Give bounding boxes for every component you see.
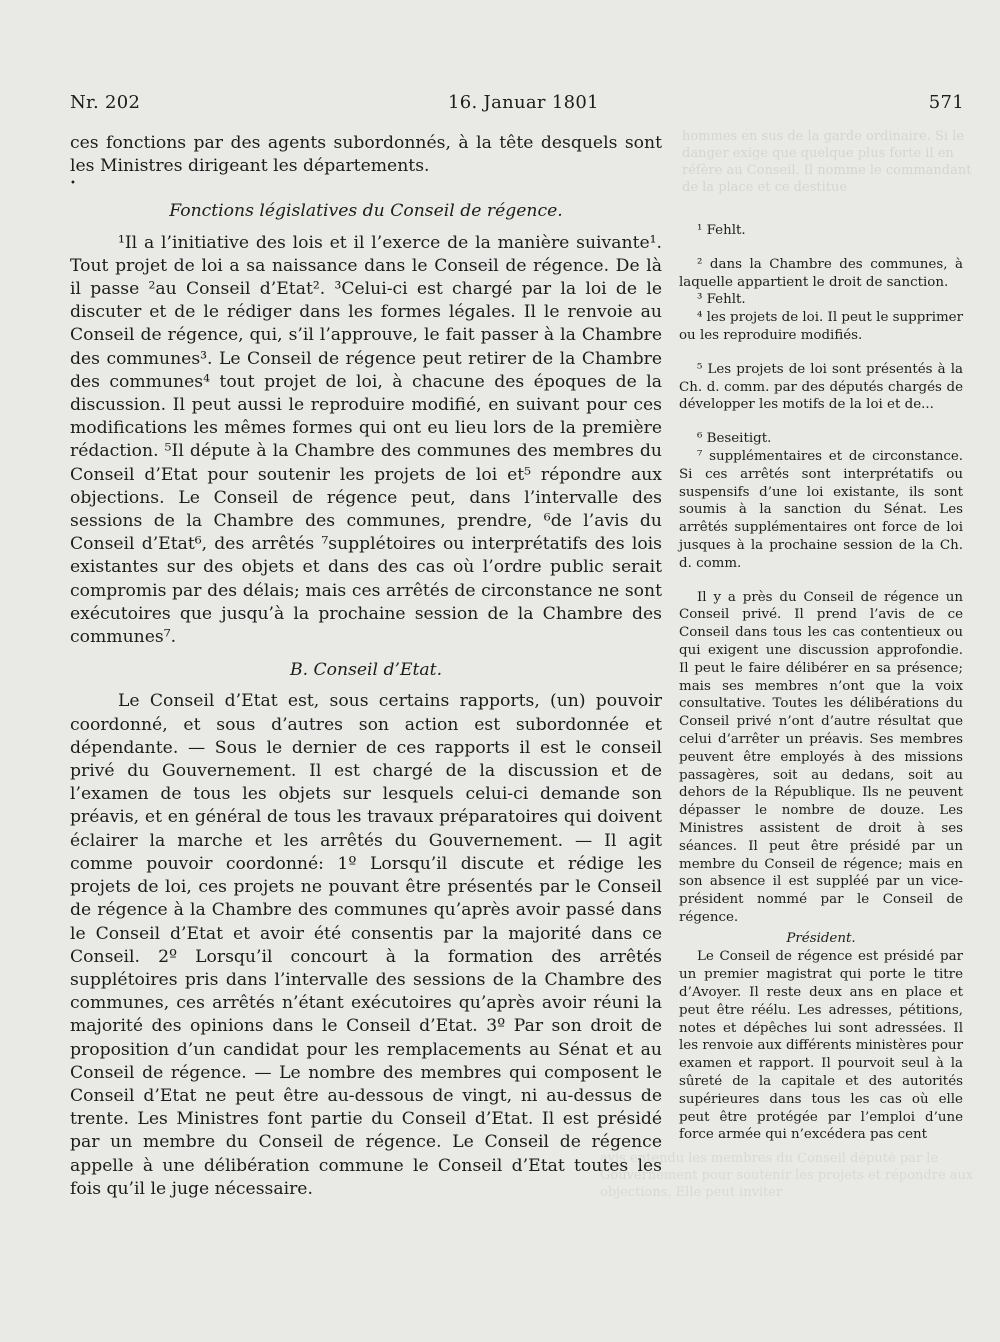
main-paragraph-1: ces fonctions par des agents subordonnés, à la tête desquels sont les Ministres dirigeant les départements. bbox=[70, 133, 662, 177]
side-heading-president: Président. bbox=[786, 930, 856, 946]
footnote-5: ⁵ Les projets de loi sont présentés à la Ch. d. comm. par des députés chargés de développer les motifs de la loi et de... bbox=[679, 361, 963, 413]
page-number: 571 bbox=[928, 92, 964, 113]
bullet-mark: • bbox=[70, 178, 76, 190]
main-column bbox=[70, 132, 662, 1201]
document-number: Nr. 202 bbox=[70, 92, 141, 113]
bleed-through-text-top: hommes en sus de la garde ordinaire. Si le danger exige que quelque plus forte il en réfère au Conseil. Il nomme le commandant de la place et ce destitue bbox=[682, 129, 972, 195]
footnote-4: ⁴ les projets de loi. Il peut le supprimer ou les reproduire modifiés. bbox=[679, 310, 963, 343]
footnote-7: ⁷ supplémentaires et de circonstance. Si ces arrêtés sont interprétatifs ou suspensifs d’une loi existante, ils sont soumis à la sanction du Sénat. Les arrêtés supplémentaires ont force de loi jusques à la prochaine session de la Ch. d. comm. bbox=[679, 448, 963, 571]
side-paragraph-conseil-prive: Il y a près du Conseil de régence un Conseil privé. Il prend l’avis de ce Conseil dans tous les cas contentieux ou qui exigent une discussion approfondie. Il peut le faire délibérer en sa présence; mais ses membres n’ont que la voix consultative. Toutes les délibérations du Conseil privé n’ont d’autre résultat que celui d’arrêter un préavis. Ses membres peuvent être employés à des missions passagères, soit au dedans, soit au dehors de la République. Ils ne peuvent dépasser le nombre de douze. Les Ministres assistent de droit à ses séances. Il peut être présidé par un membre du Conseil de régence; mais en son absence il est suppléé par un vice-président nommé par le Conseil de régence. bbox=[679, 589, 963, 925]
footnote-3: ³ Fehlt. bbox=[697, 292, 746, 308]
section-heading-legislative: Fonctions législatives du Conseil de régence. bbox=[169, 201, 563, 222]
section-heading-conseil-etat: B. Conseil d’Etat. bbox=[289, 660, 443, 681]
side-paragraph-president: Le Conseil de régence est présidé par un premier magistrat qui porte le titre d’Avoyer. Il reste deux ans en place et peut être réélu. Les adresses, pétitions, notes et dépêches lui sont adressées. Il les renvoie aux différents ministères pour examen et rapport. Il pourvoit seul à la sûreté de la capitale et des autorités supérieures dans tous les cas où elle peut être protégée par l’emploi d’une force armée qui n’excédera pas cent bbox=[679, 949, 963, 1143]
document-date: 16. Januar 1801 bbox=[448, 92, 599, 113]
footnote-6: ⁶ Beseitigt. bbox=[697, 431, 772, 447]
main-paragraph-2: ¹Il a l’initiative des lois et il l’exerce de la manière suivante¹. Tout projet de loi a sa naissance dans le Conseil de régence. De là il passe ²au Conseil d’Etat². ³Celui-ci est chargé par la loi de le discuter et de le rédiger dans les formes légales. Il le renvoie au Conseil de régence, qui, s’il l’approuve, le fait passer à la Chambre des communes³. Le Conseil de régence peut retirer de la Chambre des communes⁴ tout projet de loi, à chacune des époques de la discussion. Il peut aussi le reproduire modifié, en suivant pour ces modifications les mêmes formes qui ont eu lieu lors de la première rédaction. ⁵Il députe à la Chambre des communes des membres du Conseil d’Etat pour soutenir les projets de loi et⁵ répondre aux objections. Le Conseil de régence peut, dans l’intervalle des sessions de la Chambre des communes, prendre, ⁶de l’avis du Conseil d’Etat⁶, des arrêtés ⁷supplétoires ou interprétatifs des lois existantes sur des objets et dans des cas où l’ordre public serait compromis par des délais; mais ces arrêtés de circonstance ne sont exécutoires que jusqu’à la prochaine session de la Chambre des communes⁷. bbox=[70, 232, 662, 648]
side-column bbox=[679, 222, 963, 1144]
footnote-2: ² dans la Chambre des communes, à laquelle appartient le droit de sanction. bbox=[679, 256, 963, 290]
footnote-1: ¹ Fehlt. bbox=[697, 223, 746, 238]
bleed-through-text-bottom: avis entendu les membres du Conseil député par le Gouvernement pour soutenir les projets et répondre aux objections. Elle peut inviter bbox=[600, 1151, 974, 1200]
main-paragraph-3: Le Conseil d’Etat est, sous certains rapports, (un) pouvoir coordonné, et sous d’autres son action est subordonnée et dépendante. — Sous le dernier de ces rapports il est le conseil privé du Gouvernement. Il est chargé de la discussion et de l’examen de tous les objets sur lesquels celui-ci demande son préavis, et en général de tous les travaux préparatoires qui doivent éclairer la marche et les arrêtés du Gouvernement. — Il agit comme pouvoir coordonné: 1º Lorsqu’il discute et rédige les projets de loi, ces projets ne pouvant être présentés par le Conseil de régence à la Chambre des communes qu’après avoir passé dans le Conseil d’Etat et avoir été consentis par la majorité dans ce Conseil. 2º Lorsqu’il concourt à la formation des arrêtés supplétoires pris dans l’intervalle des sessions de la Chambre des communes, ces arrêtés n’étant exécutoires qu’après avoir réuni la majorité des opinions dans le Conseil d’Etat. 3º Par son droit de proposition d’un candidat pour les remplacements au Sénat et au Conseil de régence. — Le nombre des membres qui composent le Conseil d’Etat ne peut être au-dessous de vingt, ni au-dessus de trente. Les Ministres font partie du Conseil d’Etat. Il est présidé par un membre du Conseil de régence. Le Conseil de régence appelle à une délibération commune le Conseil d’Etat toutes les fois qu’il le juge nécessaire. bbox=[70, 691, 662, 1199]
